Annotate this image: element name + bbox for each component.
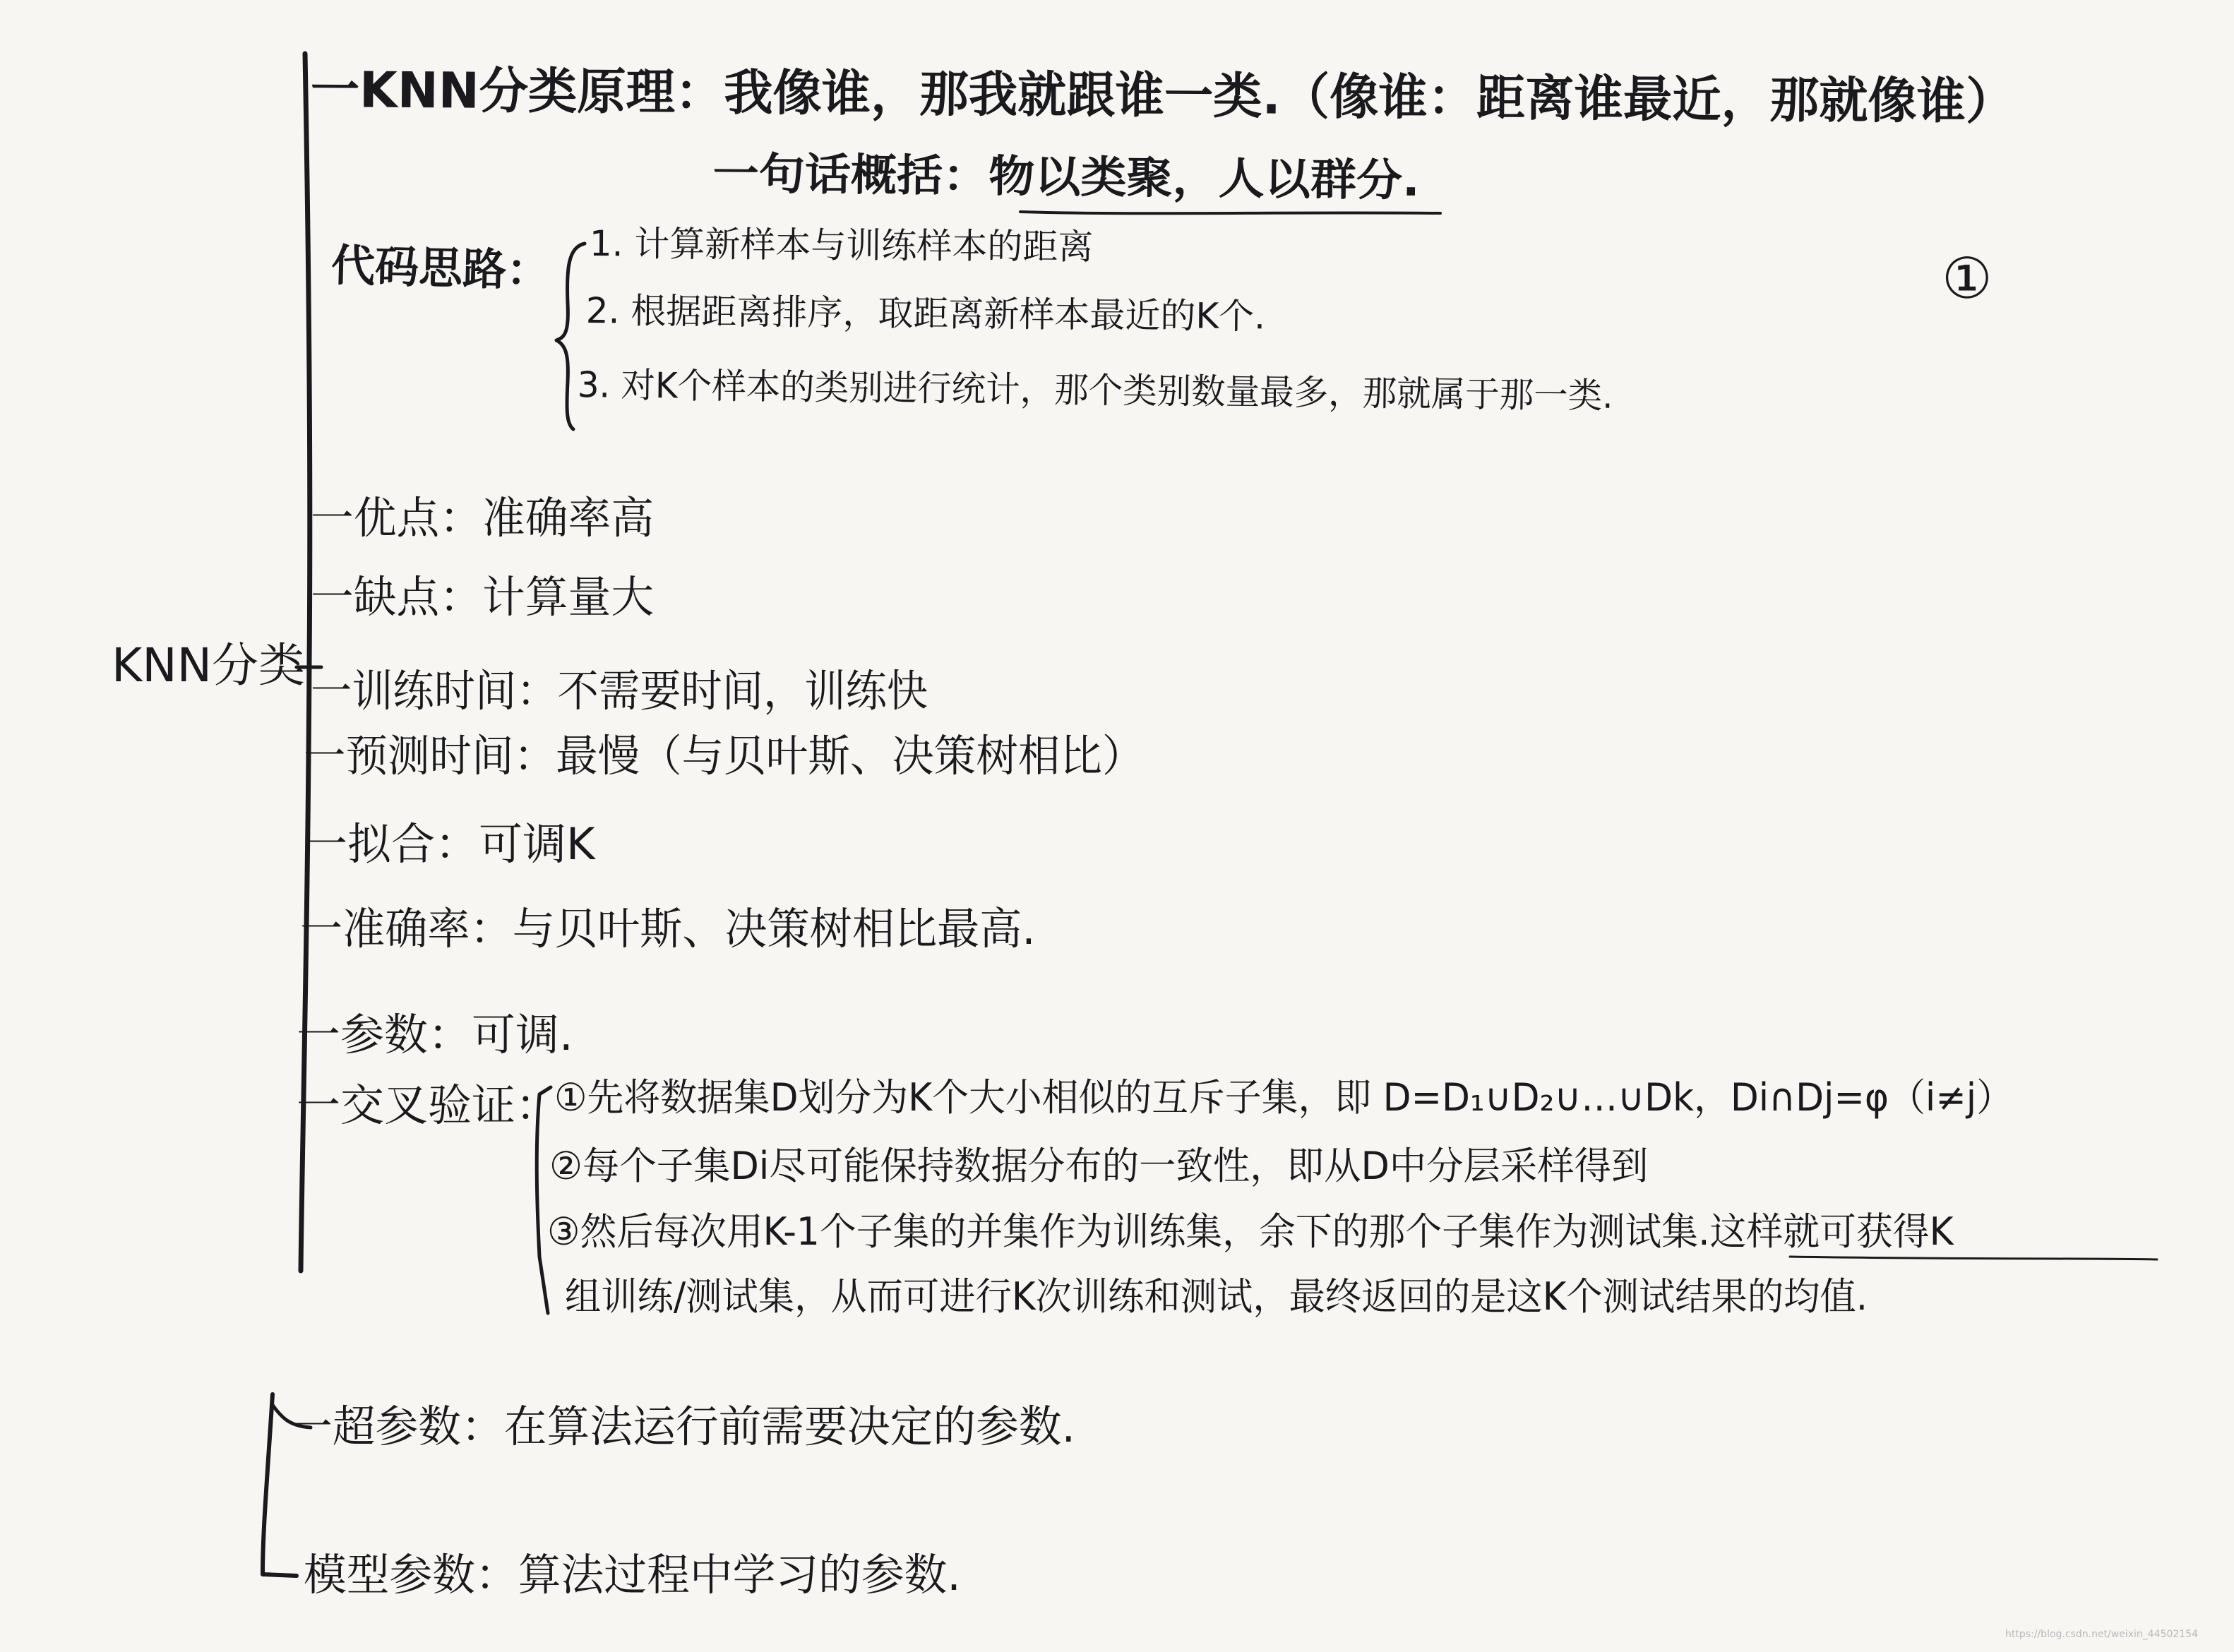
code-step-3: 3. 对K个样本的类别进行统计，那个类别数量最多，那就属于那一类. xyxy=(577,364,1613,417)
prop-training-time: 一训练时间：不需要时间，训练快 xyxy=(311,665,928,717)
prop-fitting: 一拟合：可调K xyxy=(304,818,595,870)
cv-line-2: ②每个子集Di尽可能保持数据分布的一致性，即从D中分层采样得到 xyxy=(549,1144,1649,1188)
principle-summary: 一句话概括：物以类聚，人以群分. xyxy=(712,148,1421,206)
prop-disadvantage: 一缺点：计算量大 xyxy=(311,571,655,623)
code-step-1: 1. 计算新样本与训练样本的距离 xyxy=(589,223,1094,268)
cross-validation-label: 一交叉验证： xyxy=(297,1079,560,1131)
code-idea-label: 代码思路： xyxy=(330,239,551,297)
principle-heading: 一KNN分类原理：我像谁，那我就跟谁一类.（像谁：距离谁最近，那就像谁） xyxy=(310,61,2015,131)
prop-prediction-time: 一预测时间：最慢（与贝叶斯、决策树相比） xyxy=(304,730,1145,782)
watermark: https://blog.csdn.net/weixin_44502154 xyxy=(2005,1629,2199,1640)
prop-accuracy: 一准确率：与贝叶斯、决策树相比最高. xyxy=(300,903,1036,954)
cv-line-4: 组训练/测试集，从而可进行K次训练和测试，最终返回的是这K个测试结果的均值. xyxy=(565,1274,1868,1319)
prop-parameters: 一参数：可调. xyxy=(297,1009,573,1060)
cv-line-1: ①先将数据集D划分为K个大小相似的互斥子集，即 D=D₁∪D₂∪…∪Dk，Di∩Dj=φ（i≠j） xyxy=(554,1075,2014,1120)
cv-line-3: ③然后每次用K-1个子集的并集作为训练集，余下的那个子集作为测试集.这样就可获得K xyxy=(547,1209,1954,1254)
prop-advantage: 一优点：准确率高 xyxy=(311,492,655,544)
root-node: KNN分类 xyxy=(112,638,306,693)
hyperparameters: 一超参数：在算法运行前需要决定的参数. xyxy=(289,1401,1076,1452)
code-step-2: 2. 根据距离排序，取距离新样本最近的K个. xyxy=(585,290,1266,337)
model-parameters: 模型参数：算法过程中学习的参数. xyxy=(304,1549,961,1600)
page-number: ① xyxy=(1942,246,1993,311)
